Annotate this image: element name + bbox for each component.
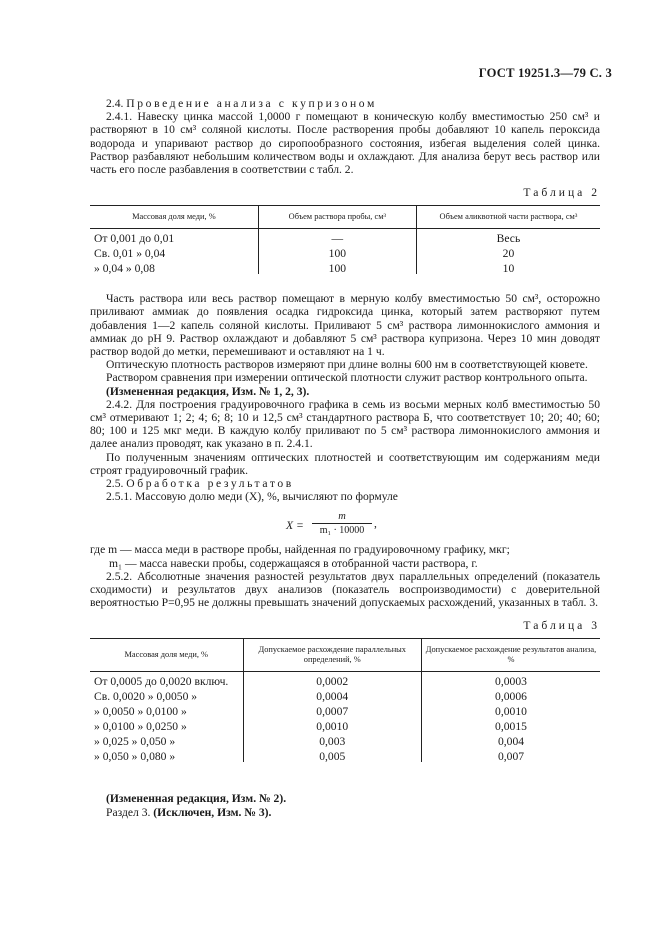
table-row (90, 259, 600, 274)
table-cell: » 0,025 » 0,050 » (94, 735, 176, 749)
table-3 (90, 638, 600, 762)
paragraph: Оптическую плотность растворов измеряют при длине волны 600 нм в соответствующей кювете. (106, 358, 588, 372)
formula-lhs: X = (286, 519, 304, 533)
table-cell: Св. 0,01 » 0,04 (94, 247, 166, 261)
table-2-header: Массовая доля меди, % (90, 206, 258, 229)
table-cell: 0,0010 (243, 717, 422, 732)
section-2-4-title (90, 97, 600, 110)
where-line: m₁ — масса навески пробы, содержащаяся в отобранной части раствора, г. (109, 556, 478, 570)
table-cell: 0,0015 (422, 717, 601, 732)
formula-tail: , (374, 517, 377, 531)
page-header: ГОСТ 19251.3—79 С. 3 (478, 66, 612, 80)
document-body (90, 97, 600, 819)
table-3-caption: Таблица 3 (523, 619, 600, 633)
paragraph-2-5-1: 2.5.1. Массовую долю меди (X), %, вычисляют по формуле (106, 490, 398, 504)
table-cell: » 0,0050 » 0,0100 » (94, 705, 187, 719)
table-row (90, 702, 600, 717)
section-number: 2.5. (106, 477, 124, 491)
table-cell: 0,005 (243, 747, 422, 762)
paragraph: Раствором сравнения при измерении оптической плотности служит раствор контрольного опыта. (106, 371, 588, 385)
table-cell: » 0,050 » 0,080 » (94, 750, 176, 764)
table-2-caption: Таблица 2 (523, 186, 600, 200)
table-cell: 10 (416, 259, 600, 274)
table-2 (90, 205, 600, 274)
section-title: Обработка результатов (126, 477, 294, 491)
table-cell: 100 (258, 259, 416, 274)
table-cell: 100 (258, 244, 416, 259)
table-cell: 0,0007 (243, 702, 422, 717)
formula-fraction (312, 510, 372, 537)
table-cell: 0,003 (243, 732, 422, 747)
table-2-header: Объем раствора пробы, см³ (258, 206, 416, 229)
table-row (90, 687, 600, 702)
table-3-header: Допускаемое расхождение параллельных определений, % (243, 639, 422, 672)
amendment-note-text: (Измененная редакция, Изм. № 2). (106, 792, 287, 806)
amendment-note (90, 385, 600, 398)
table-row (90, 747, 600, 762)
table-cell: » 0,0100 » 0,0250 » (94, 720, 187, 734)
table-2-body (90, 229, 600, 275)
table-3-body (90, 672, 600, 763)
table-cell: » 0,04 » 0,08 (94, 262, 155, 276)
amendment-note (90, 792, 600, 805)
table-cell: Весь (416, 229, 600, 245)
section-number: 2.4. (106, 97, 124, 110)
section-3-note (90, 806, 600, 819)
table-cell: Св. 0,0020 » 0,0050 » (94, 690, 198, 704)
table-row (90, 732, 600, 747)
table-cell: От 0,0005 до 0,0020 включ. (94, 675, 229, 689)
section-title: Проведение анализа с купризоном (126, 97, 377, 110)
paragraph-graph: По полученным значениям оптических плотностей и соответствующим им содержаниям меди строят градуировочный график. (90, 450, 600, 477)
section-3-status: (Исключен, Изм. № 3). (153, 805, 272, 819)
section-3-label: Раздел 3. (106, 805, 151, 819)
paragraph-2-5-2: 2.5.2. Абсолютные значения разностей результатов двух параллельных определений (показатель сходимости) и результатов двух анализов (показатель воспроизводимости) с доверительной вероятностью P=0,95 не должны превышать значений допускаемых расхождений, указанных в табл. 3. (90, 569, 600, 610)
table-cell: От 0,001 до 0,01 (94, 232, 175, 246)
table-row (90, 672, 600, 688)
table-cell: 0,0004 (243, 687, 422, 702)
table-row (90, 717, 600, 732)
where-line: где m — масса меди в растворе пробы, найденная по градуировочному графику, мкг; (90, 543, 510, 557)
table-cell: 0,0003 (422, 672, 601, 688)
table-3-header: Массовая доля меди, % (90, 639, 243, 672)
paragraph-2-4-2: 2.4.2. Для построения градуировочного графика в семь из восьми мерных колб вместимостью 50 см³ отмеривают 1; 2; 4; 6; 8; 10 и 12,5 см³ стандартного раствора Б, что соответствует 10; 20; 40; 60; 80; 100 и 125 мкг меди. В каждую колбу приливают по 5 см³ раствора лимоннокислого аммония и далее анализ проводят, как указано в п. 2.4.1. (90, 397, 600, 451)
table-2-header: Объем аликвотной части раствора, см³ (416, 206, 600, 229)
table-row (90, 229, 600, 245)
table-3-header: Допускаемое расхождение результатов анализа, % (422, 639, 601, 672)
table-cell: 20 (416, 244, 600, 259)
section-2-5-title (90, 477, 600, 490)
formula-numerator: m (312, 510, 372, 524)
amendment-note-text: (Измененная редакция, Изм. № 1, 2, 3). (106, 384, 310, 398)
formula-denominator: m₁ · 10000 (319, 525, 365, 537)
table-cell: 0,0006 (422, 687, 601, 702)
table-cell: — (258, 229, 416, 245)
table-cell: 0,0002 (243, 672, 422, 688)
table-cell: 0,0010 (422, 702, 601, 717)
table-row (90, 244, 600, 259)
table-cell: 0,004 (422, 732, 601, 747)
paragraph: Часть раствора или весь раствор помещают в мерную колбу вместимостью 50 см³, осторожно приливают аммиак до появления осадка гидроксида цинка, который затем растворяют путем добавления 1—2 капель соляной кислоты. Приливают 5 см³ раствора лимоннокислого аммония и аммиак до pH 9. Раствор охлаждают и добавляют 5 см³ раствора купризона. Через 10 мин доводят раствор водой до метки, перемешивают и оставляют на 1 ч. (90, 292, 600, 359)
table-cell: 0,007 (422, 747, 601, 762)
formula (90, 509, 600, 539)
paragraph-2-4-1: 2.4.1. Навеску цинка массой 1,0000 г помещают в коническую колбу вместимостью 250 см³ и растворяют в 10 см³ соляной кислоты. После растворения пробы добавляют 10 капель пероксида водорода и упаривают раствор до сиропообразного состояния, избегая выделения солей цинка. Раствор разбавляют небольшим количеством воды и охлаждают. Для анализа берут весь раствор или часть его после разбавления в соответствии с табл. 2. (90, 110, 600, 177)
